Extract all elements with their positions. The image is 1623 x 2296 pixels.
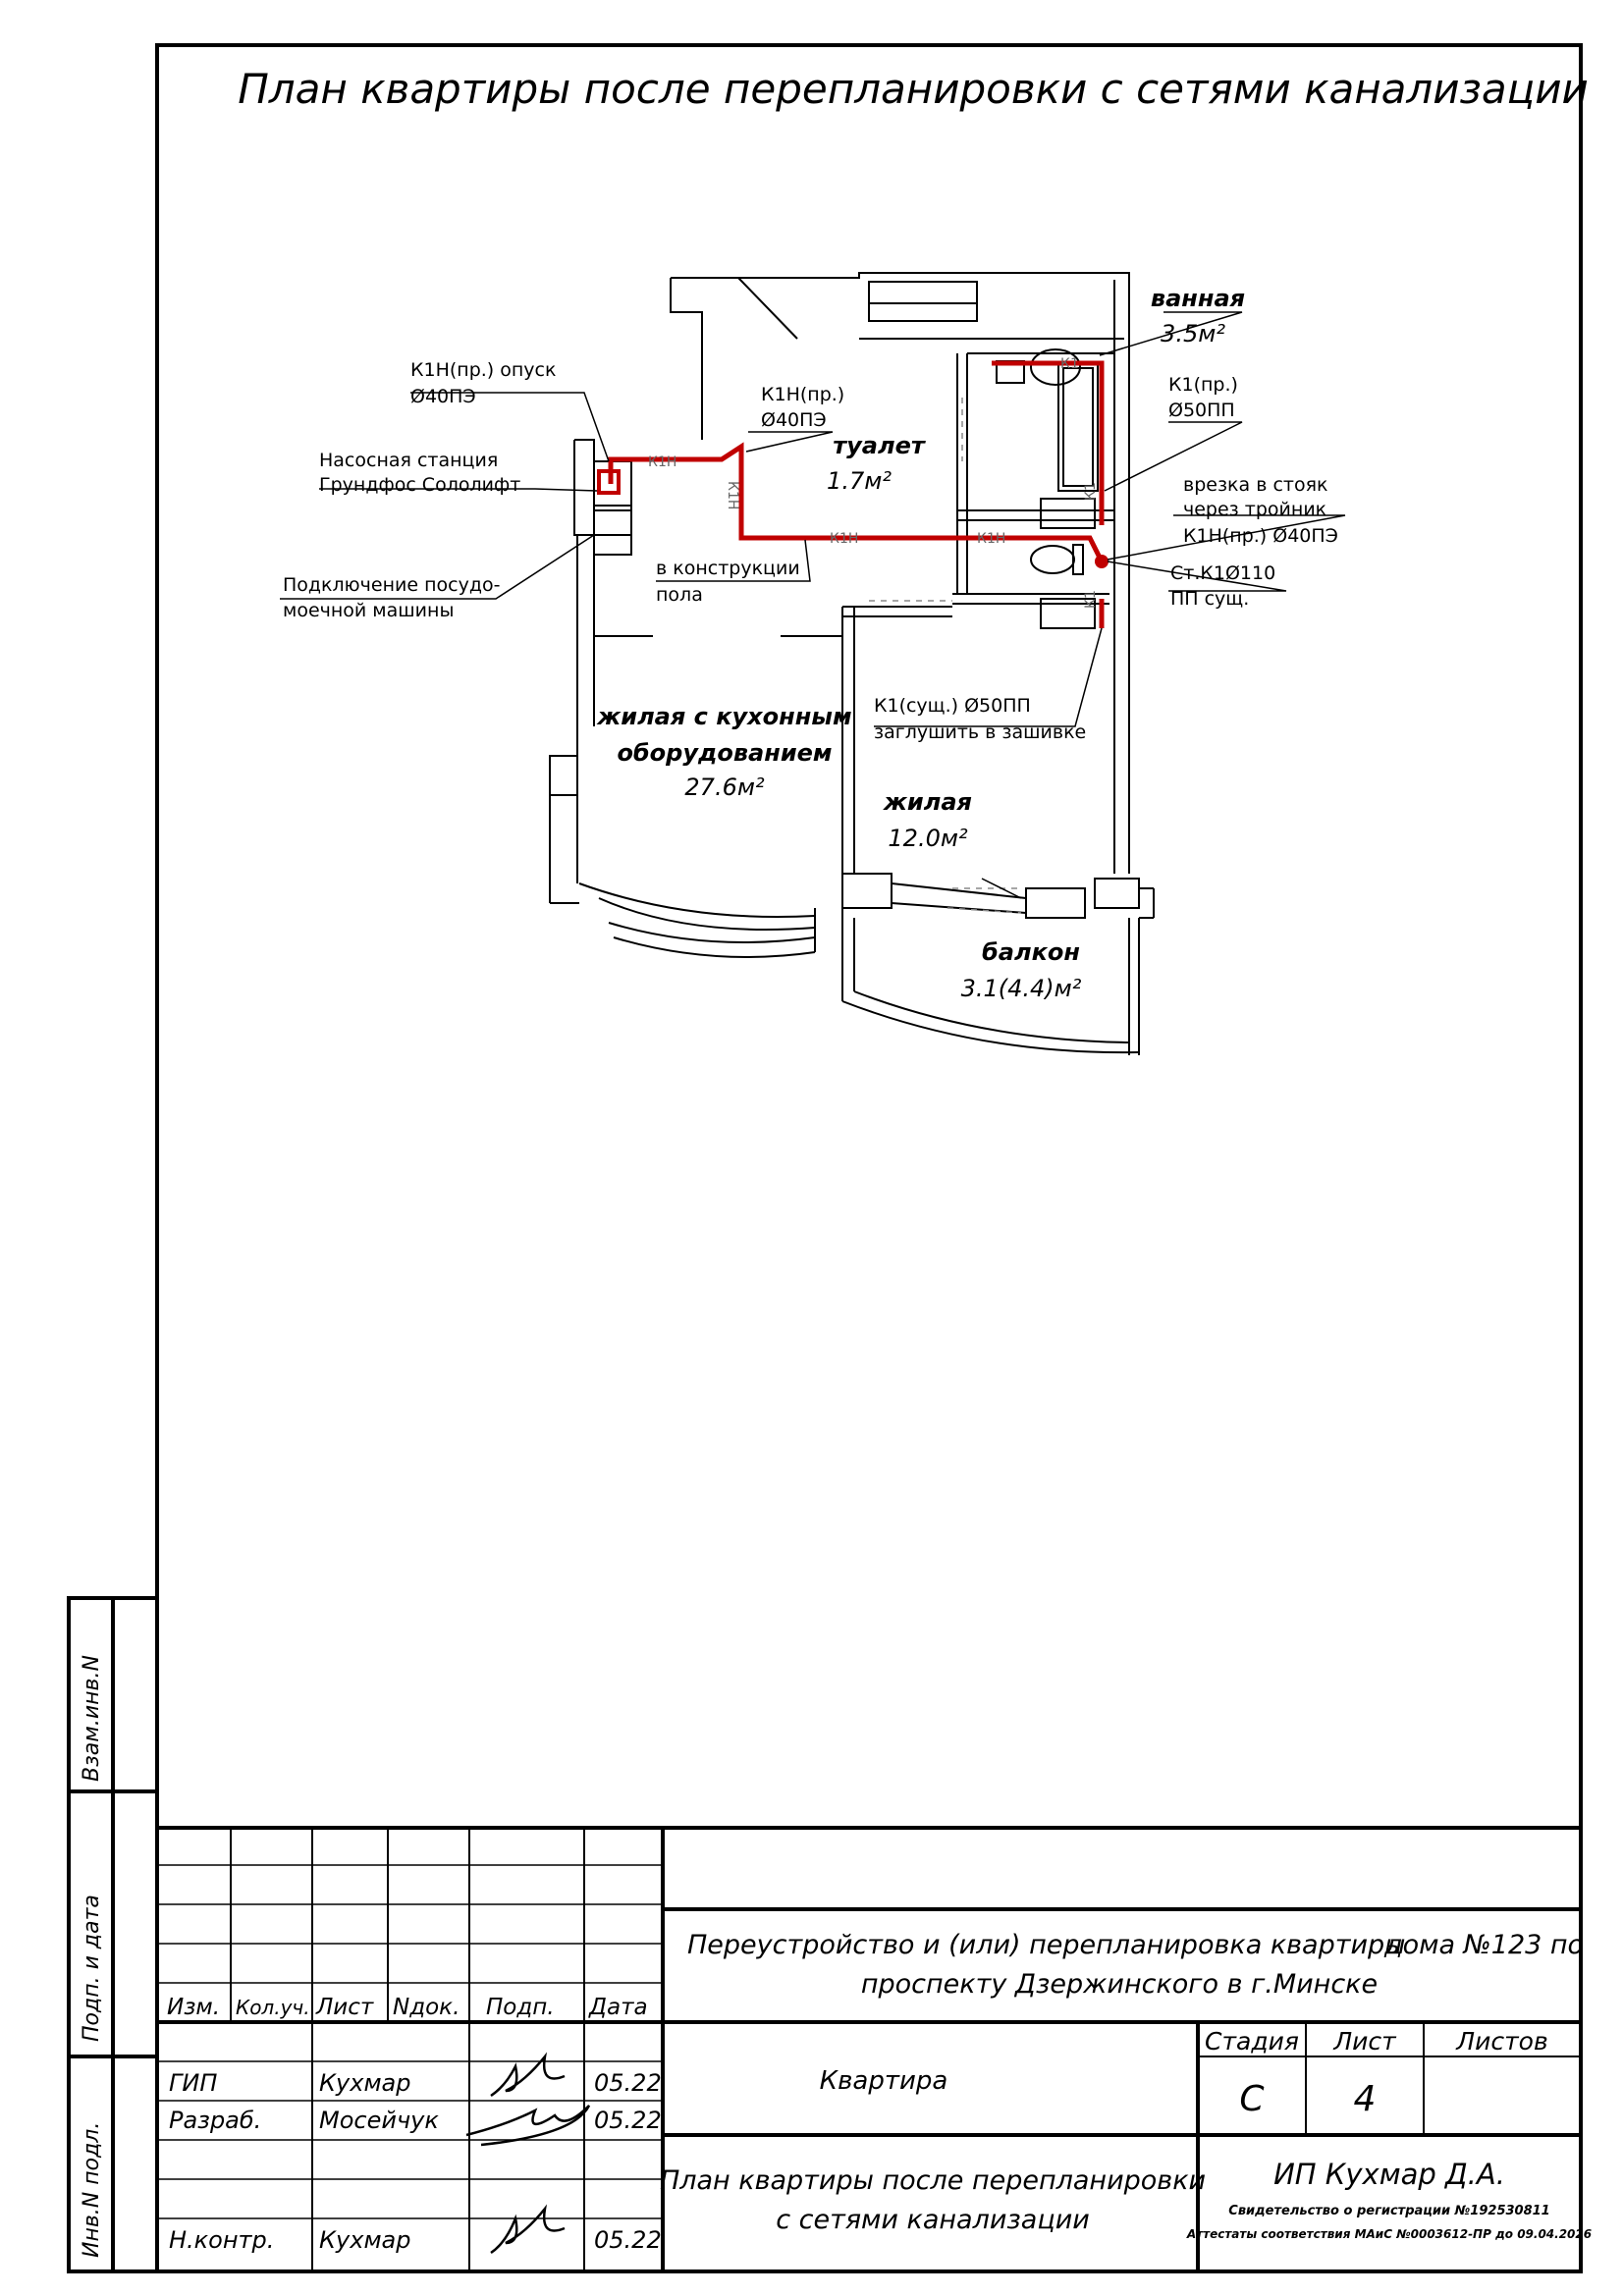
sheet-title: План квартиры после перепланировки с сетями канализации xyxy=(238,65,1589,113)
object-name: Квартира xyxy=(819,2066,948,2096)
note-floor-1: в конструкции xyxy=(656,558,800,579)
note-floor-2: пола xyxy=(656,584,703,606)
pipe-tag-3: К1Н xyxy=(977,531,1006,547)
note-tie-3: К1Н(пр.) Ø40ПЭ xyxy=(1183,525,1338,547)
annotations xyxy=(283,359,1338,743)
note-exist-2: заглушить в зашивке xyxy=(874,721,1087,743)
room-bath-area: 3.5м² xyxy=(1161,320,1225,347)
signature-razrab xyxy=(466,2106,589,2145)
signer-rows xyxy=(169,2069,662,2254)
row-date-razrab: 05.22 xyxy=(594,2107,662,2134)
pipe-tag-1: К1Н xyxy=(648,454,677,470)
signatures xyxy=(466,2056,589,2253)
note-drop-1: К1Н(пр.) опуск xyxy=(410,359,557,381)
note-k1-1: К1(пр.) xyxy=(1168,374,1238,396)
note-drop-2: Ø40ПЭ xyxy=(410,386,476,407)
row-date-gip: 05.22 xyxy=(594,2069,662,2097)
note-k1n-2: Ø40ПЭ xyxy=(761,409,827,431)
pipe-tag-2: К1Н xyxy=(830,531,859,547)
signature-gip xyxy=(491,2056,565,2096)
room-living-area: 12.0м² xyxy=(888,825,968,852)
note-dish-2: моечной машины xyxy=(283,600,455,621)
room-toilet-area: 1.7м² xyxy=(827,467,892,495)
row-name-nkontr: Кухмар xyxy=(319,2226,411,2254)
sheet-value: 4 xyxy=(1353,2079,1377,2119)
hdr-podp: Подп. xyxy=(486,1995,555,2020)
note-exist-1: К1(сущ.) Ø50ПП xyxy=(874,695,1031,717)
note-dish-1: Подключение посудо- xyxy=(283,574,501,596)
note-pump-2: Грундфос Сололифт xyxy=(319,474,521,496)
signature-nkontr xyxy=(491,2209,565,2253)
row-role-nkontr: Н.контр. xyxy=(169,2226,275,2254)
room-balcony-area: 3.1(4.4)м² xyxy=(960,975,1082,1002)
org-name: ИП Кухмар Д.А. xyxy=(1273,2158,1505,2191)
project-line-1: Переустройство и (или) перепланировка квартиры xyxy=(687,1930,1406,1960)
pipe-tag-6: К1 xyxy=(1083,482,1099,501)
note-riser-1: Ст.К1Ø110 xyxy=(1170,562,1276,584)
row-name-razrab: Мосейчук xyxy=(319,2107,439,2134)
side-label-podp: Подп. и дата xyxy=(80,1895,104,2042)
note-riser-2: ПП сущ. xyxy=(1170,588,1250,610)
hdr-data: Дата xyxy=(589,1995,648,2020)
sheet-label: Лист xyxy=(1333,2027,1396,2056)
side-label-vzam: Взам.инв.N xyxy=(80,1655,104,1782)
room-kitchen-area: 27.6м² xyxy=(684,774,765,801)
project-line-1b: дома №123 по xyxy=(1384,1930,1585,1960)
note-k1n-1: К1Н(пр.) xyxy=(761,384,845,405)
note-k1-2: Ø50ПП xyxy=(1168,400,1235,421)
row-date-nkontr: 05.22 xyxy=(594,2226,662,2254)
stage-value: С xyxy=(1239,2079,1265,2119)
row-role-razrab: Разраб. xyxy=(169,2107,262,2134)
note-tie-1: врезка в стояк xyxy=(1183,474,1328,496)
room-kitchen-name-1: жилая с кухонным xyxy=(597,703,852,730)
drawing-title-2: с сетями канализации xyxy=(776,2205,1090,2235)
pipe-tag-5: К1Н xyxy=(725,481,740,510)
note-tie-2: через тройник xyxy=(1183,499,1327,520)
pipe-tag-7: К1 xyxy=(1083,590,1099,609)
room-kitchen-name-2: оборудованием xyxy=(617,739,833,767)
hdr-kol: Кол.уч. xyxy=(236,1996,310,2019)
room-balcony-name: балкон xyxy=(982,938,1080,966)
note-pump-1: Насосная станция xyxy=(319,450,499,471)
row-name-gip: Кухмар xyxy=(319,2069,411,2097)
org-line-2: Свидетельство о регистрации №192530811 xyxy=(1228,2204,1550,2218)
hdr-list: Лист xyxy=(316,1995,374,2020)
room-living-name: жилая xyxy=(884,788,972,816)
room-bath-name: ванная xyxy=(1150,285,1246,312)
room-toilet-name: туалет xyxy=(833,432,925,459)
hdr-ndok: Nдок. xyxy=(393,1995,460,2020)
sheets-label: Листов xyxy=(1456,2027,1548,2056)
riser-tee xyxy=(1095,555,1109,568)
drawing-title-1: План квартиры после перепланировки xyxy=(659,2165,1207,2196)
hdr-izm: Изм. xyxy=(167,1995,221,2020)
stage-label: Стадия xyxy=(1205,2027,1299,2056)
title-block-headers xyxy=(167,1995,648,2020)
side-label-inv: Инв.N подл. xyxy=(80,2121,104,2258)
org-line-3: Аттестаты соответствия МАиС №0003612-ПР до 09.04.2026 xyxy=(1186,2227,1593,2241)
row-role-gip: ГИП xyxy=(169,2069,218,2097)
pipe-tag-4: К1 xyxy=(1060,356,1079,372)
project-line-2: проспекту Дзержинского в г.Минске xyxy=(860,1969,1379,2000)
